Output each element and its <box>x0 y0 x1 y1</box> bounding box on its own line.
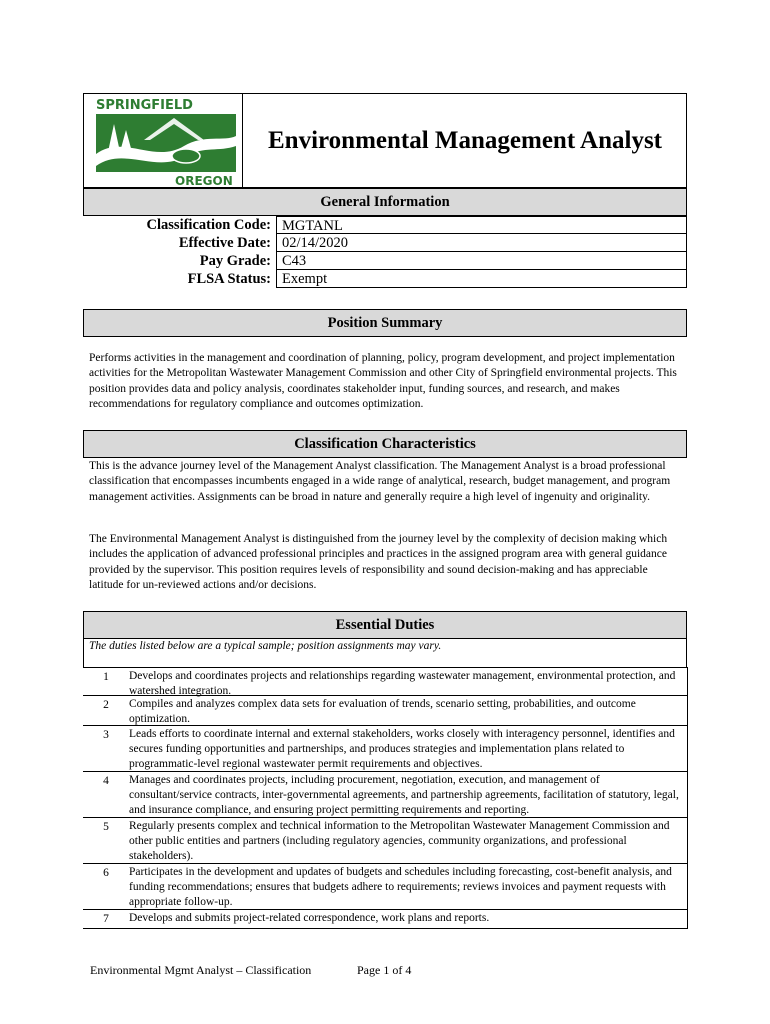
classification-code-value: MGTANL <box>276 216 687 234</box>
svg-text:SPRINGFIELD: SPRINGFIELD <box>96 98 193 113</box>
table-row <box>83 772 687 818</box>
effective-date-value: 02/14/2020 <box>276 234 687 252</box>
footer-document-name: Environmental Mgmt Analyst – Classification <box>90 963 312 977</box>
duty-number: 3 <box>103 729 109 741</box>
table-row <box>83 270 687 288</box>
page-title: Environmental Management Analyst <box>268 126 662 154</box>
duty-text: Manages and coordinates projects, including procurement, negotiation, execution, and management of consultant/service contracts, inter-governmental agreements, and partnership agreements, facilitation of statutory, legal, and insurance compliance, and ensuring project permitting requirements and reporting. <box>129 774 679 816</box>
table-row <box>83 818 687 864</box>
footer-page-number: Page 1 of 4 <box>357 963 412 977</box>
duty-number: 1 <box>103 671 109 683</box>
duty-text: Develops and coordinates projects and relationships regarding wastewater management, environmental protection, and watershed integration. <box>129 670 676 697</box>
pay-grade-value: C43 <box>276 252 687 270</box>
table-row <box>83 726 687 772</box>
duty-text: Compiles and analyzes complex data sets for evaluation of trends, scenario setting, probabilities, and outcome optimization. <box>129 698 636 725</box>
duty-text: Participates in the development and updates of budgets and schedules including forecasting, cost-benefit analysis, and funding recommendations; ensures that budgets adhere to requirements; reviews invoices and payment requests with appropriate follow-up. <box>129 866 672 908</box>
table-row <box>83 864 687 910</box>
duty-number: 7 <box>103 913 109 925</box>
springfield-oregon-logo <box>83 93 243 188</box>
general-info-heading: General Information <box>83 188 687 216</box>
duties-note: The duties listed below are a typical sample; position assignments may vary. <box>89 640 442 652</box>
duty-text: Develops and submits project-related correspondence, work plans and reports. <box>129 912 490 924</box>
pay-grade-label: Pay Grade: <box>199 253 271 269</box>
general-info-table <box>83 216 687 288</box>
flsa-status-label: FLSA Status: <box>187 271 271 287</box>
classification-para-1: This is the advance journey level of the Management Analyst classification. The Management Analyst is a broad professional classification that encompasses incumbents engaged in a wide range of analytical, research, budget management, and program management activities. Assignments can be broad in nature and generally require a high level of ingenuity and originality. <box>89 460 671 503</box>
duty-text: Leads efforts to coordinate internal and external stakeholders, works closely with interagency personnel, identifies and secures funding opportunities and partnerships, and produces strategies and implementation plans related to programmatic-level regional wastewater permit requirements and objectives. <box>129 728 675 770</box>
table-row <box>83 910 687 929</box>
position-summary-text: Performs activities in the management and coordination of planning, policy, program development, and project implementation activities for the Metropolitan Wastewater Management Commission and other City of Springfield environmental projects. This position provides data and policy analysis, coordinates stakeholder input, funding sources, and research, and makes recommendations for regulatory compliance and outcomes optimization. <box>89 352 677 410</box>
logo-graphic-icon <box>84 94 242 187</box>
classification-heading: Classification Characteristics <box>83 430 687 458</box>
flsa-status-value: Exempt <box>276 270 687 288</box>
classification-code-label: Classification Code: <box>146 217 271 233</box>
table-row <box>83 252 687 270</box>
position-summary-heading: Position Summary <box>83 309 687 337</box>
duty-number: 6 <box>103 867 109 879</box>
duties-table <box>83 667 688 929</box>
duty-number: 2 <box>103 699 109 711</box>
table-row <box>83 696 687 726</box>
classification-para-2: The Environmental Management Analyst is distinguished from the journey level by the complexity of decision making which includes the application of advanced professional principles and practices in the assigned program area with general guidance provided by the supervisor. This position requires levels of responsibility and sound decision-making and has appreciable latitude for un-reviewed actions and/or decisions. <box>89 533 668 591</box>
effective-date-label: Effective Date: <box>178 235 271 251</box>
table-row <box>83 667 687 696</box>
table-row <box>83 234 687 252</box>
duty-number: 5 <box>103 821 109 833</box>
essential-duties-heading: Essential Duties <box>83 611 687 639</box>
table-row <box>83 216 687 234</box>
svg-text:OREGON: OREGON <box>175 174 233 187</box>
duty-text: Regularly presents complex and technical information to the Metropolitan Wastewater Management Commission and other public entities and partners (including regulatory agencies, community organizations, and professional stakeholders). <box>129 820 670 862</box>
duty-number: 4 <box>103 775 109 787</box>
